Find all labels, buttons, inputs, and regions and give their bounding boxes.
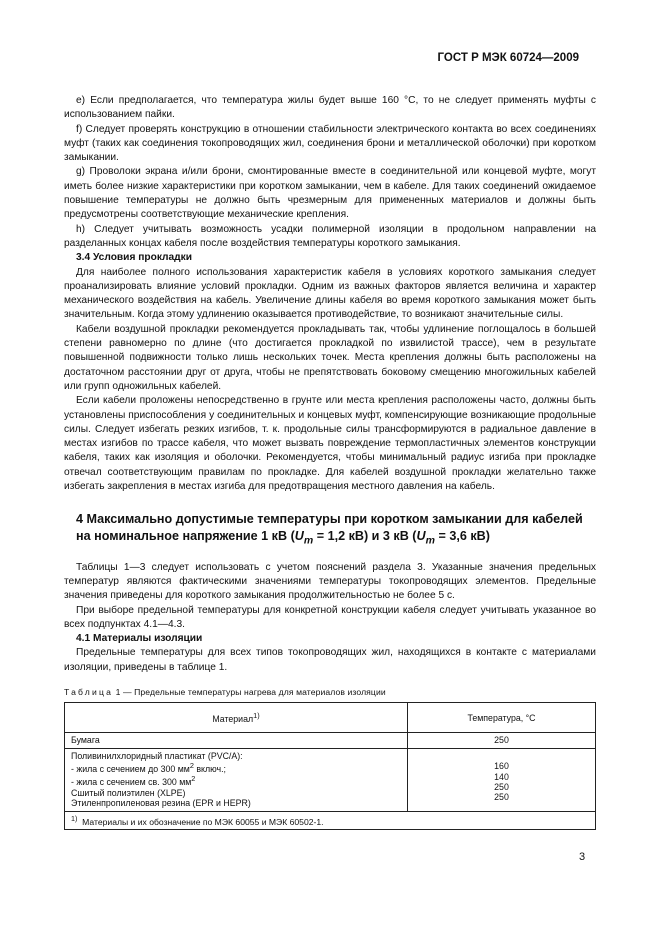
heading-part-b: = 1,2 кВ) и 3 кВ (: [313, 528, 417, 543]
page-number: 3: [579, 851, 586, 863]
cell-temperature: 250: [408, 733, 596, 748]
section-4-1-heading: 4.1 Материалы изоляции: [76, 633, 203, 645]
table-1: [64, 702, 596, 830]
section-4-paragraph-2: При выборе предельной температуры для конкретной конструкции кабеля следует учитывать указанное во всех подпунктах 4.1—4.3.: [64, 604, 596, 630]
item-g: g) Проволоки экрана и/или брони, смонтированные вместе в соединительной или концевой муфте, могут иметь более низкие характеристики при коротком замыкании, чем в кабеле. Для таких соединений ожидаемое повышение температуры не должно быть чрезмерным для примененных материалов и должны быть предусмотрены соответствующие механические крепления.: [64, 166, 596, 221]
column-header-temperature: Температура, °С: [408, 703, 596, 733]
table-row: [65, 733, 596, 748]
document-header: ГОСТ Р МЭК 60724—2009: [437, 52, 579, 64]
table-footnote: $^{1)}$ Материалы и их обозначение по МЭК 60055 и МЭК 60502-1.: [65, 811, 596, 829]
section-4-heading: [64, 511, 596, 548]
item-h: h) Следует учитывать возможность усадки полимерной изоляции в продольном направлении на разделанных концах кабеля после воздействия температуры короткого замыкания.: [64, 223, 596, 249]
heading-part-a: 4 Максимально допустимые температуры при коротком замыкании для кабелей на номинальное напряжение 1 кВ (: [76, 512, 583, 543]
section-4-paragraph-1: Таблицы 1—3 следует использовать с учетом пояснений раздела 3. Указанные значения предельных температур являются фактическими значениями температуры токопроводящих элементов. Предельные значения приведены для короткого замыкания продолжительностью не более 5 с.: [64, 561, 596, 602]
item-f: f) Следует проверять конструкцию в отношении стабильности электрического контакта во всех соединениях муфт (таких как соединения токопроводящих жил, соединения брони и металлической оболочки) при коротком замыкании.: [64, 123, 596, 164]
section-3-4-paragraph-3: Если кабели проложены непосредственно в грунте или места крепления расположены часто, должны быть установлены приспособления у соединительных и концевых муфт, компенсирующие возникающие продольные силы. Следует избегать резких изгибов, т. к. продольные силы трансформируются в радиальное давление в местах изгибов по трассе кабеля, что может вызвать повреждение термопластичных элементов конструкции кабеля, таких как изоляция и оболочки. Рекомендуется, чтобы минимальный радиус изгиба при прокладке отвечал соответствующим правилам по прокладке. Для кабелей воздушной прокладки желательно также избегать закрепления в местах изгиба для предотвращения местного давления на кабель.: [64, 395, 596, 493]
table-row: [65, 748, 596, 811]
table-1-caption: Таблица 1 — Предельные температуры нагрева для материалов изоляции: [64, 687, 386, 698]
table-header-row: [65, 703, 596, 733]
section-3-4-heading: 3.4 Условия прокладки: [76, 252, 193, 264]
page-content: [64, 94, 596, 830]
um-symbol: $U_m$: [294, 528, 314, 547]
section-4-1-paragraph: Предельные температуры для всех типов токопроводящих жил, находящихся в контакте с материалами изоляции, приведены в таблице 1.: [64, 647, 596, 673]
item-e: e) Если предполагается, что температура жилы будет выше 160 °С, то не следует применять муфты с использованием пайки.: [64, 95, 596, 121]
cell-material: Бумага: [65, 733, 408, 748]
section-3-4-paragraph-1: Для наиболее полного использования характеристик кабеля в условиях короткого замыкания следует проанализировать влияние условий прокладки. Одним из важных факторов является величина и характер механического воздействия на кабель. Увеличение длины кабеля во время короткого замыкания может быть значительным. Когда этому удлинению оказывается противодействие, то возникают значительные силы.: [64, 266, 596, 321]
cell-material: Поливинилхлоридный пластикат (PVC/A): - жила с сечением до 300 $мм^2$ включ.; - жила с сечением св. 300 $мм^2$ Сшитый полиэтилен (XLPE) Этиленпропиленовая резина (EPR и HEPR): [65, 748, 408, 811]
table-footnote-row: [65, 811, 596, 829]
um-symbol: $U_m$: [416, 528, 435, 547]
heading-part-c: = 3,6 кВ): [434, 528, 490, 543]
column-header-material: Материал$^{1)}$: [65, 703, 408, 733]
cell-temperature: 160 140 250 250: [408, 748, 596, 811]
section-3-4-paragraph-2: Кабели воздушной прокладки рекомендуется прокладывать так, чтобы удлинение поглощалось в большей степени равномерно по длине (что достигается прокладкой по извилистой трассе), чем в результате повышенной подвижности только лишь нескольких точек. Места крепления должны быть расположены на достаточном расстоянии друг от друга, чтобы не препятствовать боковому смещению многожильных кабелей или групп одножильных кабелей.: [64, 323, 596, 392]
